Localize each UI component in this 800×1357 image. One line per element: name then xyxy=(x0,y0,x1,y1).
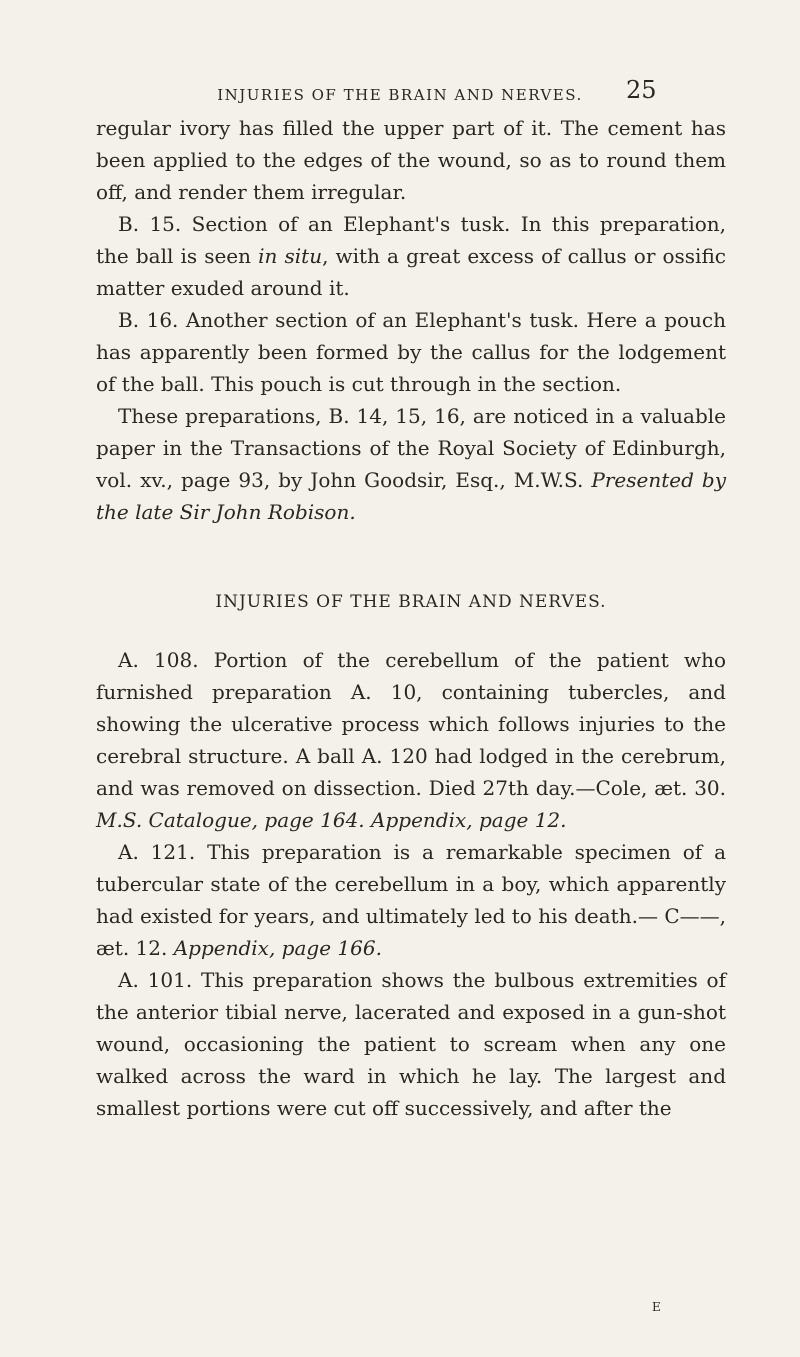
page-number: 25 xyxy=(626,76,657,104)
presented-by: Presented by the late Sir John Robison. xyxy=(96,468,727,524)
paragraph-preparations-note: These preparations, B. 14, 15, 16, are noticed in a valuable paper in the Transactions of the Royal Society of Edinburgh, vol. xv., page 93, by John Goodsir, Esq., M.W.S. Presented by the late Sir John Robison. xyxy=(96,404,727,524)
section-heading: INJURIES OF THE BRAIN AND NERVES. xyxy=(215,592,607,612)
signature-mark: E xyxy=(652,1300,661,1314)
entry-a101: A. 101. This preparation shows the bulbous extremities of the anterior tibial nerve, lacerated and exposed in a gun-shot wound, occasioning the patient to scream when any one walked across the ward in which he lay. The largest and smallest portions were cut off successively, and after the xyxy=(96,968,726,1120)
paragraph-b15: B. 15. Section of an Elephant's tusk. In this preparation, the ball is seen in situ, with a great excess of callus or ossific matter exuded around it. xyxy=(96,212,726,300)
paragraph-b16: B. 16. Another section of an Elephant's tusk. Here a pouch has apparently been formed by the callus for the lodgement of the ball. This pouch is cut through in the section. xyxy=(96,308,726,396)
entry-a108: A. 108. Portion of the cerebellum of the patient who furnished preparation A. 10, containing tubercles, and showing the ulcerative process which follows injuries to the cerebral structure. A ball A. 120 had lodged in the cerebrum, and was removed on dissection. Died 27th day.—Cole, æt. 30. M.S. Catalogue, page 164. Appendix, page 12. xyxy=(96,648,726,832)
paragraph-continued: regular ivory has filled the upper part of it. The cement has been applied to the edges of the wound, so as to round them off, and render them irregular. xyxy=(96,116,726,204)
entry-a121: A. 121. This preparation is a remarkable specimen of a tubercular state of the cerebellum in a boy, which apparently had existed for years, and ultimately led to his death.— C——, æt. 12. Appendix, page 166. xyxy=(96,840,726,960)
body-text xyxy=(96,112,726,1124)
running-head: INJURIES OF THE BRAIN AND NERVES. xyxy=(217,86,583,104)
